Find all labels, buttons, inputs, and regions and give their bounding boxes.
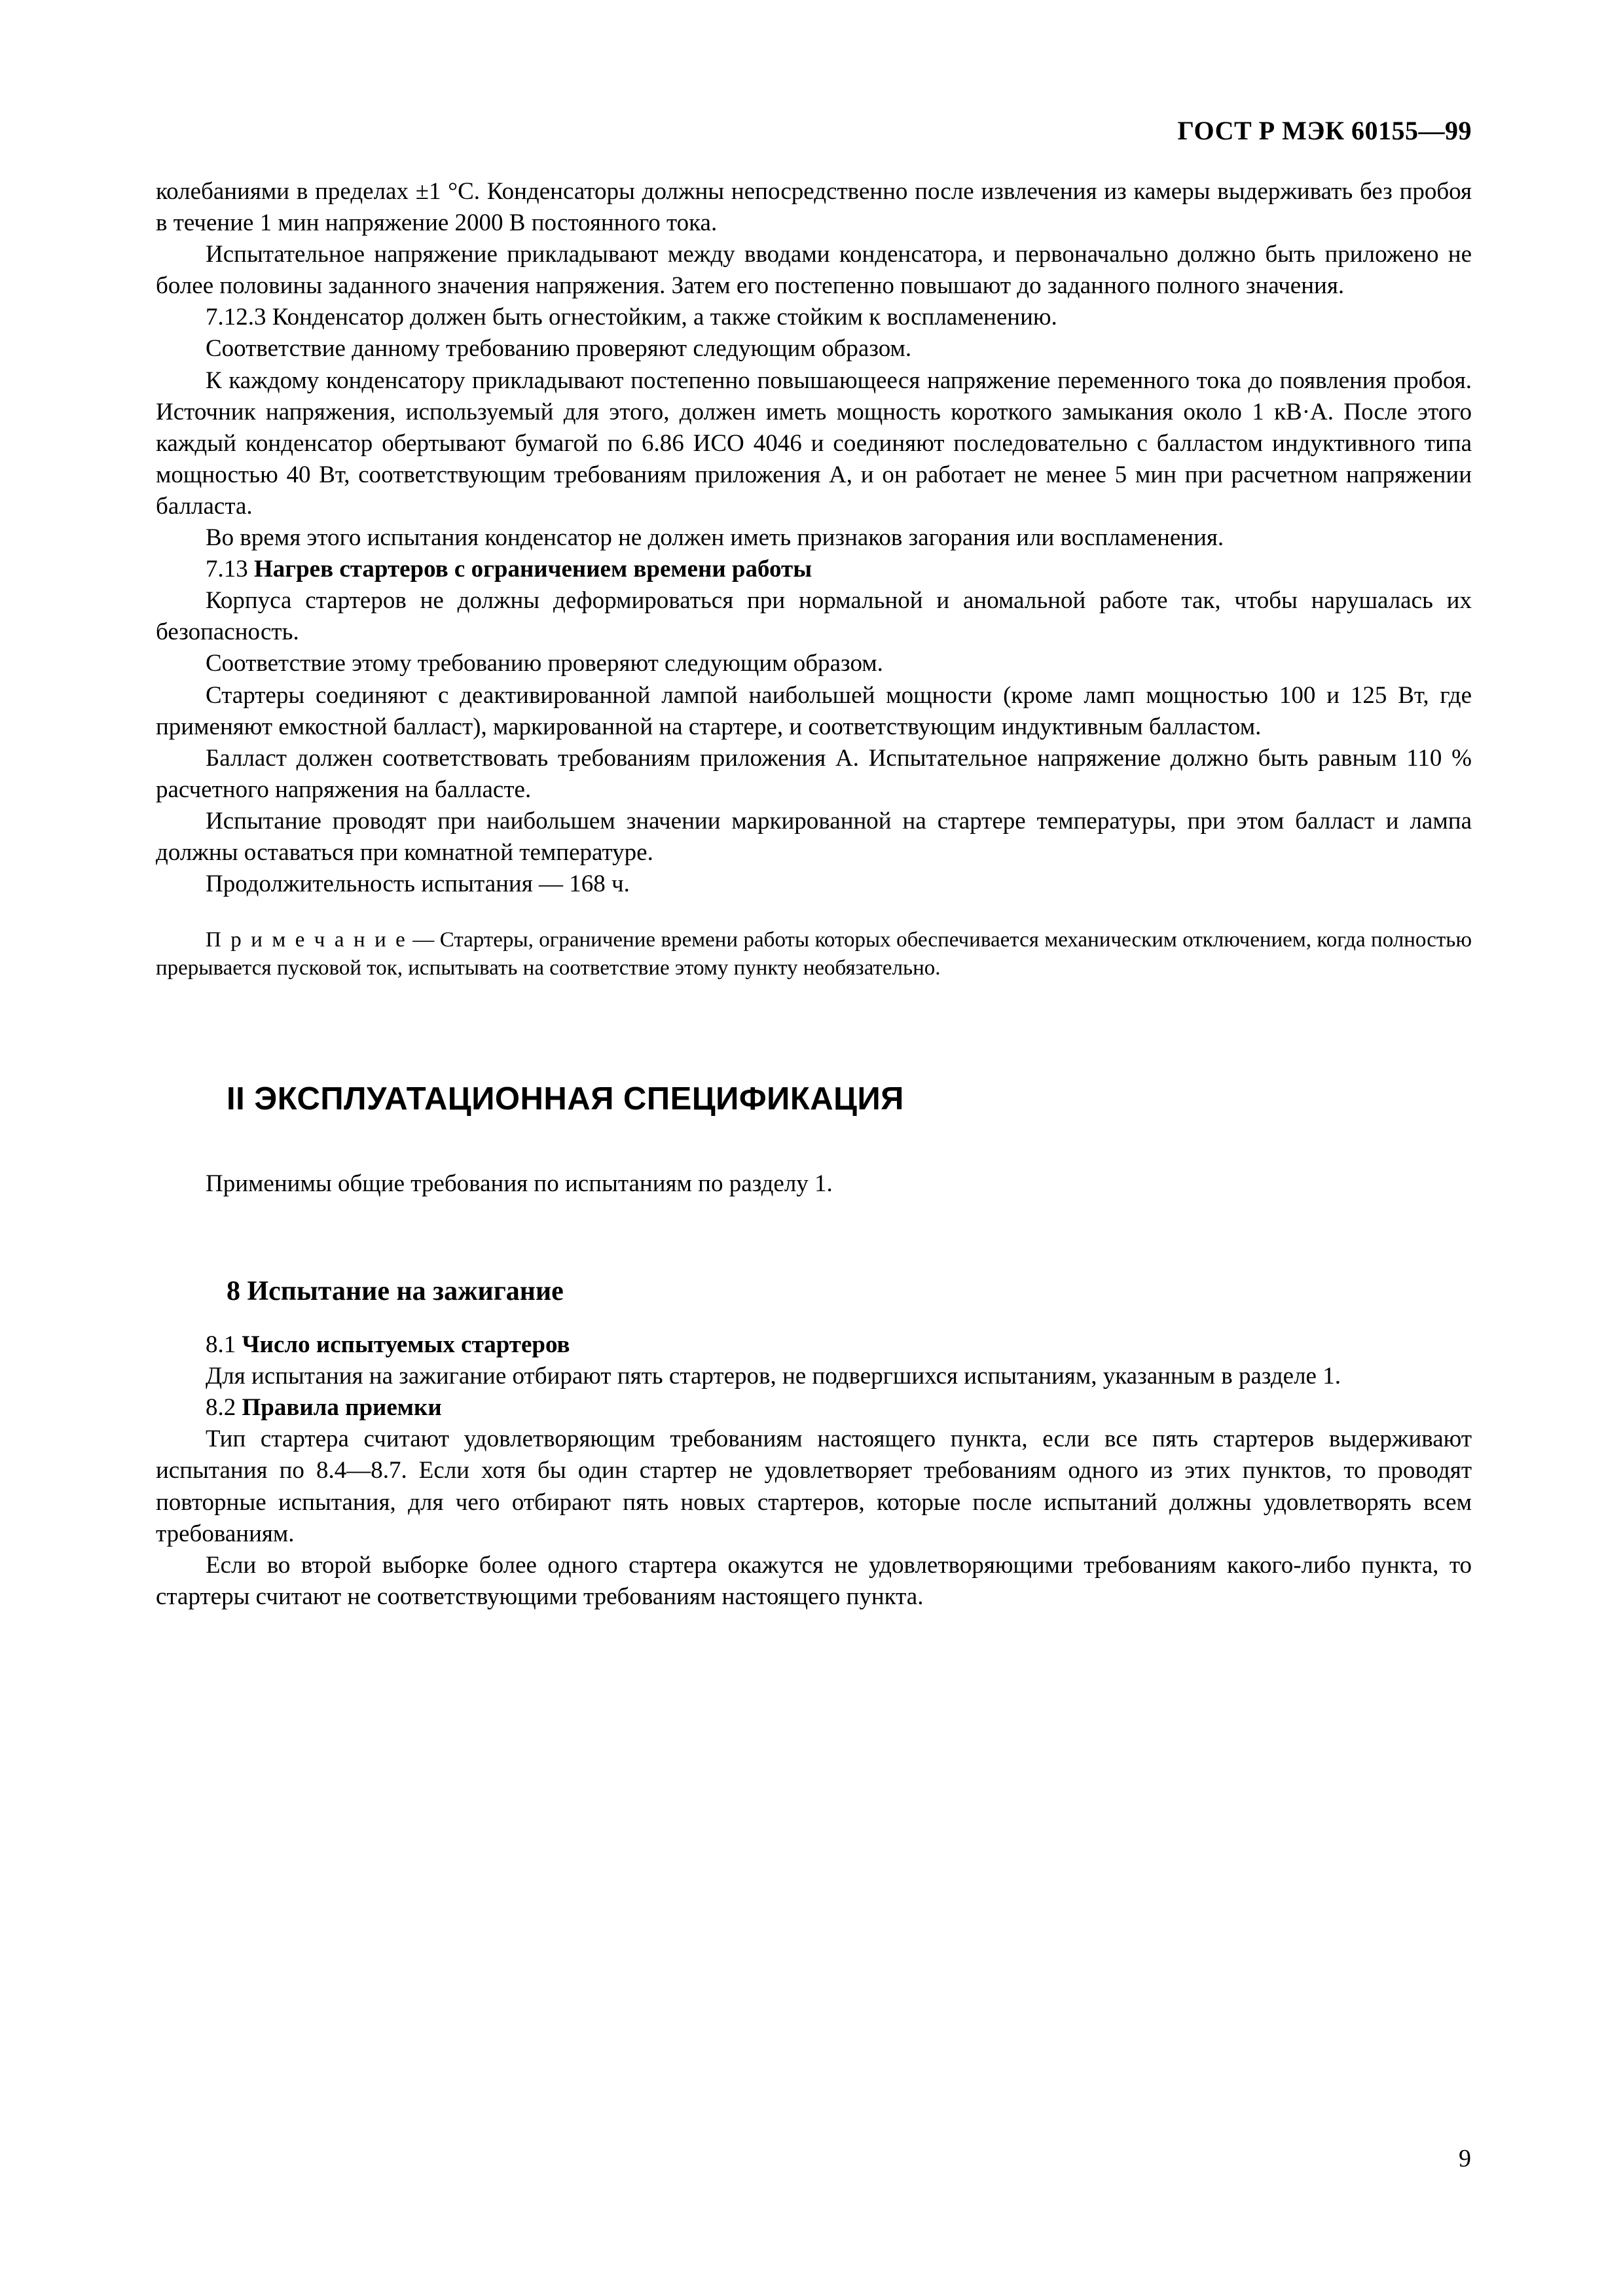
para-starter-casing-deformation: Корпуса стартеров не должны деформироваться при нормальной и аномальной работе так, чтобы нарушалась их безопасность.: [156, 587, 1472, 646]
para-capacitor-breakdown-procedure: К каждому конденсатору прикладывают постепенно повышающееся напряжение переменного тока до появления пробоя. Источник напряжения, используемый для этого, должен иметь мощность короткого замыкания около 1 кВ·А. После этого каждый конденсатор обертывают бумагой по 6.86 ИСО 4046 и соединяют последовательно с балластом индуктивного типа мощностью 40 Вт, соответствующим требованиям приложения А, и он работает не менее 5 мин при расчетном напряжении балласта.: [156, 367, 1472, 520]
para-temperature-tolerance: колебаниями в пределах ±1 °C. Конденсаторы должны непосредственно после извлечения из камеры выдерживать без пробоя в течение 1 мин напряжение 2000 В постоянного тока.: [156, 178, 1472, 237]
note-mechanical-disconnection: [156, 926, 1472, 982]
heading-clause-8-1: [156, 1329, 1472, 1361]
clause-8-2-number: 8.2: [206, 1394, 236, 1422]
standard-header: ГОСТ Р МЭК 60155—99: [1177, 116, 1472, 145]
note-text: — Стартеры, ограничение времени работы которых обеспечивается механическим отключением, когда полностью прерывается пусковой ток, испытывать на соответствие этому пункту необязательно.: [156, 928, 1472, 980]
para-acceptance-rules-1: Тип стартера считают удовлетворяющим требованиям настоящего пункта, если все пять стартеров выдерживают испытания по 8.4—8.7. Если хотя бы один стартер не удовлетворяет требованиям одного из этих пунктов, то проводят повторные испытания, для чего отбирают пять новых стартеров, которые после испытаний должны удовлетворять всем требованиям.: [156, 1426, 1472, 1547]
para-test-duration: Продолжительность испытания — 168 ч.: [206, 870, 630, 898]
para-clause-8-1-body: Для испытания на зажигание отбирают пять стартеров, не подвергшихся испытаниям, указанным в разделе 1.: [206, 1363, 1341, 1390]
spacer-after-section-8: [156, 1307, 1472, 1329]
para-test-voltage-application: Испытательное напряжение прикладывают между вводами конденсатора, и первоначально должно быть приложено не более половины заданного значения напряжения. Затем его постепенно повышают до заданного полного значения.: [156, 241, 1472, 300]
para-conformity-check-2: Соответствие этому требованию проверяют следующим образом.: [206, 650, 883, 677]
clause-8-1-title: Число испытуемых стартеров: [242, 1331, 570, 1359]
para-ballast-requirements: Балласт должен соответствовать требованиям приложения А. Испытательное напряжение должно быть равным 110 % расчетного напряжения на балласте.: [156, 744, 1472, 803]
page-number: 9: [1459, 2145, 1471, 2172]
page-content: [156, 115, 1472, 1613]
heading-clause-8-2: [156, 1392, 1472, 1424]
para-conformity-check: Соответствие данному требованию проверяют следующим образом.: [206, 335, 912, 363]
note-label: П р и м е ч а н и е: [206, 928, 407, 952]
clause-8-2-title: Правила приемки: [242, 1394, 442, 1422]
para-acceptance-rules-2: Если во второй выборке более одного стартера окажутся не удовлетворяющими требованиям какого-либо пункта, то стартеры считают не соответствующими требованиям настоящего пункта.: [156, 1551, 1472, 1610]
para-no-ignition-signs: Во время этого испытания конденсатор не должен иметь признаков загорания или воспламенения.: [206, 524, 1224, 552]
heading-part-2: II ЭКСПЛУАТАЦИОННАЯ СПЕЦИФИКАЦИЯ: [227, 1081, 904, 1117]
clause-8-1-number: 8.1: [206, 1331, 236, 1359]
para-starters-connection: Стартеры соединяют с деактивированной лампой наибольшей мощности (кроме ламп мощностью 100 и 125 Вт, где применяют емкостной балласт), маркированной на стартере, и соответствующим индуктивным балластом.: [156, 681, 1472, 740]
spacer-after-part-heading: [156, 1117, 1472, 1168]
clause-7-13-title: Нагрев стартеров с ограничением времени работы: [254, 556, 812, 583]
heading-section-8: 8 Испытание на зажигание: [227, 1276, 564, 1307]
clause-7-13-number: 7.13: [206, 556, 248, 583]
spacer-before-section-8: [156, 1200, 1472, 1276]
para-test-temperature: Испытание проводят при наибольшем значении маркированной на стартере температуры, при этом балласт и лампа должны оставаться при комнатной температуре.: [156, 807, 1472, 866]
heading-clause-7-13: [156, 554, 1472, 585]
note-block: [156, 926, 1472, 982]
para-part-2-intro: Применимы общие требования по испытаниям по разделу 1.: [206, 1170, 833, 1197]
para-clause-7-12-3: 7.12.3 Конденсатор должен быть огнестойким, а также стойким к воспламенению.: [206, 304, 1057, 331]
spacer-before-part-heading: [156, 982, 1472, 1081]
